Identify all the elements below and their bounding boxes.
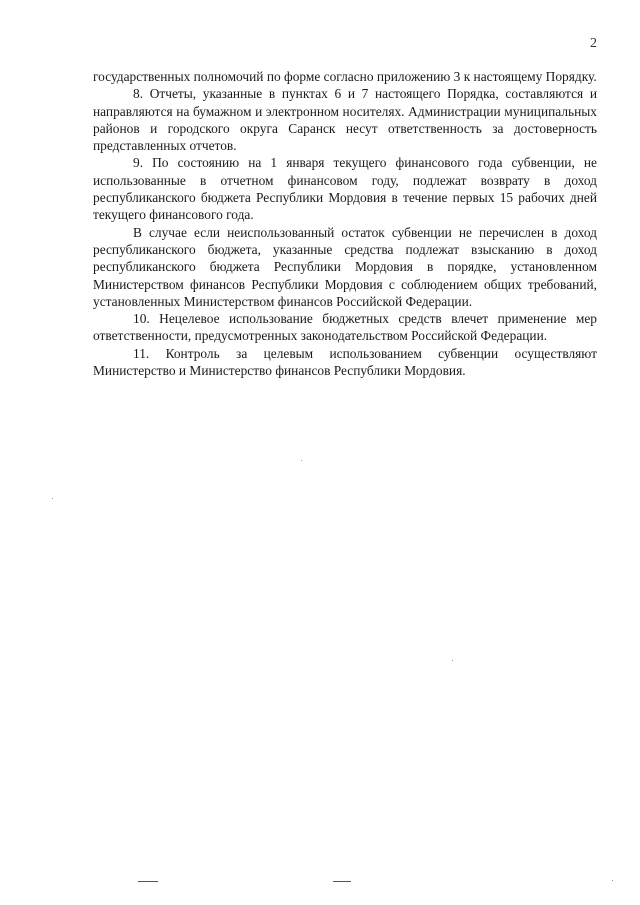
document-body: [93, 68, 597, 379]
scan-speck: [612, 880, 613, 881]
paragraph-item-10: 10. Нецелевое использование бюджетных средств влечет применение мер ответственности, предусмотренных законодательством Российской Федерации.: [93, 311, 597, 344]
scan-speck: [452, 660, 453, 661]
scan-edge-mark: [333, 881, 351, 882]
paragraph-item-11: 11. Контроль за целевым использованием субвенции осуществляют Министерство и Министерство финансов Республики Мордовия.: [93, 345, 597, 379]
scan-speck: [301, 460, 302, 461]
paragraph-item-8: 8. Отчеты, указанные в пунктах 6 и 7 настоящего Порядка, составляются и направляются на бумажном и электронном носителях. Администрации муниципальных районов и городского округа Саранск несут ответственность за достоверность представленных отчетов.: [93, 86, 597, 154]
scan-edge-mark: [138, 881, 158, 882]
page-number: 2: [590, 36, 597, 51]
paragraph-continuation: государственных полномочий по форме согласно приложению 3 к настоящему Порядку.: [93, 69, 597, 84]
paragraph-item-9: 9. По состоянию на 1 января текущего финансового года субвенции, не использованные в отчетном финансовом году, подлежат возврату в доход республиканского бюджета Республики Мордовия в течение первых 15 рабочих дней текущего финансового года.: [93, 155, 597, 223]
scan-speck: [52, 498, 53, 499]
paragraph-unused-balance: В случае если неиспользованный остаток субвенции не перечислен в доход республиканского бюджета, указанные средства подлежат взысканию в доход республиканского бюджета Республики Мордовия в порядке, установленном Министерством финансов Республики Мордовия с соблюдением общих требований, установленных Министерством финансов Российской Федерации.: [93, 224, 597, 309]
